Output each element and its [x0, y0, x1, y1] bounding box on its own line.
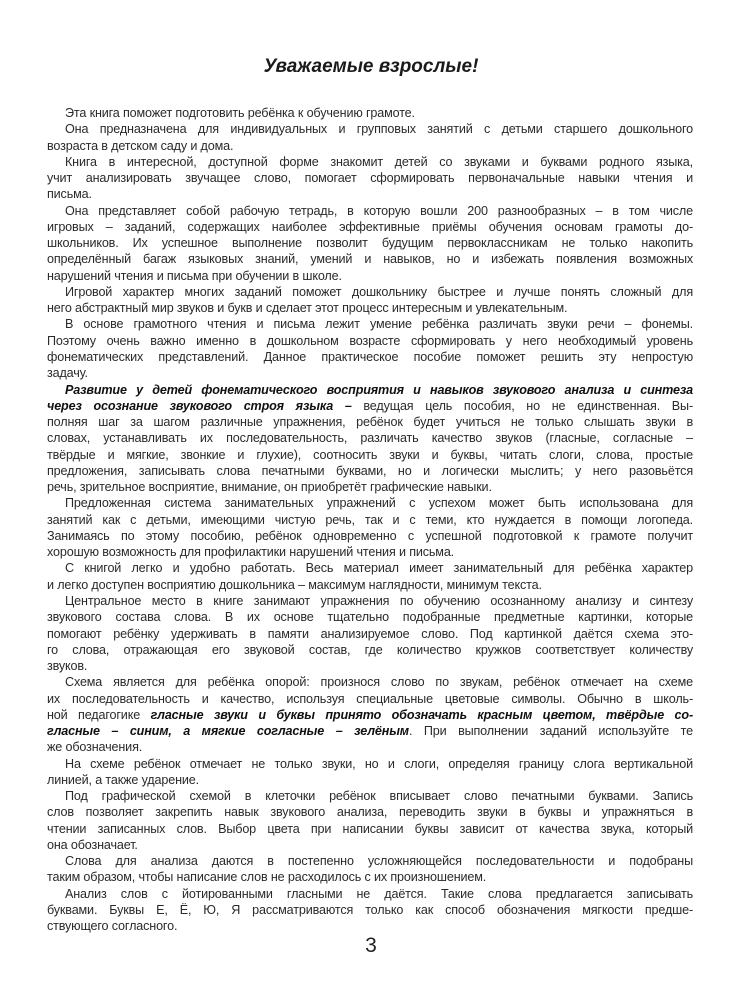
- text-line: [47, 626, 693, 642]
- text-segment: помогают ребёнку удерживать в памяти анализируемое слово. Под картинкой даётся схема это-: [47, 626, 693, 641]
- paragraph: [47, 756, 693, 789]
- text-line: [47, 333, 693, 349]
- text-segment: письма.: [47, 187, 92, 202]
- page-title: Уважаемые взрослые!: [263, 56, 479, 77]
- text-segment: ствующего согласного.: [47, 919, 178, 934]
- text-line: [47, 430, 693, 446]
- text-line: [47, 593, 693, 609]
- emphasized-text: гласные звуки и буквы принято обозначать красным цветом, твёрдые со-: [150, 707, 693, 722]
- text-segment: Книга в интересной, доступной форме знакомит детей со звуками и буквами родного языка,: [65, 154, 693, 169]
- text-segment: . При выполнении заданий используйте те: [408, 724, 693, 739]
- text-segment: полняя шаг за шагом различные упражнения, ребёнок будет учиться не только слышать звуки в: [47, 415, 693, 430]
- text-segment: возраста в детском саду и дома.: [47, 138, 234, 153]
- text-segment: таким образом, чтобы написание слов не расходилось с их произношением.: [47, 870, 487, 885]
- paragraph: [47, 105, 693, 121]
- text-line: [47, 284, 693, 300]
- text-segment: определённый багаж языковых знаний, умений и навыков, но и избежать появления возможных: [47, 252, 693, 267]
- text-line: [47, 105, 693, 121]
- text-segment: линией, а также ударение.: [47, 772, 199, 787]
- text-line: [47, 316, 693, 332]
- paragraph: [47, 284, 693, 317]
- text-line: [47, 186, 693, 202]
- paragraph: [47, 203, 693, 284]
- text-line: [47, 918, 693, 934]
- text-segment: Эта книга поможет подготовить ребёнка к обучению грамоте.: [65, 106, 415, 120]
- page-number: 3: [365, 934, 377, 957]
- text-line: [47, 609, 693, 625]
- text-segment: их последовательность и качество, используя специальные цветовые символы. Обычно в школь-: [47, 691, 693, 706]
- paragraph: [47, 382, 693, 496]
- text-line: [47, 479, 693, 495]
- text-segment: хорошую возможность для профилактики нарушений чтения и письма.: [47, 545, 455, 560]
- text-segment: словах, устанавливать их последовательность, различать качество звуков (гласные, согласные –: [47, 431, 693, 446]
- text-segment: фонематических представлений. Данное практическое пособие поможет решить эту непростую: [47, 349, 693, 364]
- text-segment: Под графической схемой в клеточки ребёнок вписывает слово печатными буквами. Запись: [65, 789, 693, 804]
- text-line: [47, 723, 693, 739]
- text-line: [47, 365, 693, 381]
- text-line: [47, 821, 693, 837]
- paragraph: [47, 593, 693, 674]
- text-line: [47, 560, 693, 576]
- text-segment: Занимаясь по этому пособию, ребёнок одновременно с успешной подготовкой к грамоте получит: [47, 528, 693, 543]
- text-line: [47, 739, 693, 755]
- text-line: [47, 170, 693, 186]
- text-segment: Она предназначена для индивидуальных и групповых занятий с детьми старшего дошкольного: [65, 122, 693, 137]
- text-segment: учит анализировать звучащее слово, помогает сформировать первоначальные навыки чтения и: [47, 171, 693, 186]
- text-segment: она обозначает.: [47, 837, 138, 852]
- paragraph: [47, 154, 693, 203]
- text-segment: речь, зрительное восприятие, внимание, он приобретёт графические навыки.: [47, 480, 492, 495]
- text-line: [47, 674, 693, 690]
- text-line: [47, 349, 693, 365]
- text-line: [47, 544, 693, 560]
- text-segment: занятий как с детьми, имеющими чистую речь, так и с теми, кто нуждается в помощи логопеда.: [47, 512, 693, 527]
- paragraph: [47, 495, 693, 560]
- text-line: [47, 804, 693, 820]
- body-text: [47, 105, 693, 935]
- text-line: [47, 154, 693, 170]
- text-line: [47, 642, 693, 658]
- text-segment: Поэтому очень важно именно в дошкольном возрасте сформировать у него необходимый уровень: [47, 333, 693, 348]
- text-line: [47, 219, 693, 235]
- paragraph: [47, 886, 693, 935]
- text-line: [47, 512, 693, 528]
- paragraph: [47, 121, 693, 154]
- emphasized-text: гласные – синим, а мягкие согласные – зелёным: [47, 724, 409, 739]
- text-line: [47, 707, 693, 723]
- text-line: [47, 691, 693, 707]
- text-line: [47, 235, 693, 251]
- text-line: [47, 658, 693, 674]
- text-line: [47, 902, 693, 918]
- text-line: [47, 772, 693, 788]
- text-line: [47, 121, 693, 137]
- text-segment: предложения, записывать слова печатными буквами, но и логически мыслить; у него разовьётся: [47, 463, 693, 478]
- text-segment: него абстрактный мир звуков и букв и сделает этот процесс интересным и увлекательным.: [47, 301, 568, 316]
- text-line: [47, 886, 693, 902]
- text-segment: нарушений чтения и письма при обучении в школе.: [47, 268, 342, 283]
- emphasized-text: через осознание звукового строя языка –: [47, 398, 352, 413]
- paragraph: [47, 316, 693, 381]
- text-line: [47, 300, 693, 316]
- text-segment: игровых – заданий, содержащих наиболее эффективные приёмы обучения основам грамоты до-: [47, 219, 693, 234]
- text-line: [47, 577, 693, 593]
- text-segment: Анализ слов с йотированными гласными не даётся. Такие слова предлагается записывать: [65, 886, 693, 901]
- text-segment: ной педагогике: [47, 707, 151, 722]
- text-line: [47, 447, 693, 463]
- text-segment: Схема является для ребёнка опорой: произнося слово по звукам, ребёнок отмечает на схеме: [65, 675, 693, 690]
- paragraph: [47, 788, 693, 853]
- paragraph: [47, 560, 693, 593]
- paragraph: [47, 853, 693, 886]
- text-line: [47, 463, 693, 479]
- text-segment: Игровой характер многих заданий поможет дошкольнику быстрее и лучше понять сложный для: [65, 284, 693, 299]
- text-line: [47, 414, 693, 430]
- text-segment: звуков.: [47, 659, 88, 674]
- text-segment: На схеме ребёнок отмечает не только звуки, но и слоги, определяя границу слога вертикальной: [65, 756, 693, 771]
- text-segment: и легко доступен восприятию дошкольника – максимум наглядности, минимум текста.: [47, 577, 542, 592]
- text-segment: Она представляет собой рабочую тетрадь, в которую вошли 200 разнообразных – в том числе: [65, 203, 693, 218]
- text-segment: школьников. Их успешное выполнение позволит будущим первоклассникам не только накопить: [47, 236, 693, 251]
- text-segment: слов позволяет закрепить навык звукового анализа, переводить звуки в буквы и упражняться в: [47, 805, 693, 820]
- text-segment: буквами. Буквы Е, Ё, Ю, Я рассматриваются только как способ обозначения мягкости предше-: [47, 903, 693, 918]
- text-segment: В основе грамотного чтения и письма лежит умение ребёнка различать звуки речи – фонемы.: [65, 317, 693, 332]
- text-segment: звукового состава слова. В их основе тщательно подобранные предметные картинки, которые: [47, 610, 693, 625]
- text-segment: же обозначения.: [47, 740, 143, 755]
- text-segment: го слова, отражающая его звуковой состав, где количество кружков соответствует количеству: [47, 642, 693, 657]
- text-line: [47, 837, 693, 853]
- text-segment: Предложенная система занимательных упражнений с успехом может быть использована для: [65, 496, 693, 511]
- text-segment: твёрдые и мягкие, звонкие и глухие), соотносить звуки и буквы, читать слоги, слова, простые: [47, 447, 693, 462]
- text-line: [47, 138, 693, 154]
- text-line: [47, 788, 693, 804]
- text-segment: задачу.: [47, 366, 88, 381]
- text-segment: С книгой легко и удобно работать. Весь материал имеет занимательный для ребёнка характер: [65, 561, 693, 576]
- text-segment: Центральное место в книге занимают упражнения по обучению осознанному анализу и синтезу: [65, 593, 693, 608]
- text-segment: ведущая цель пособия, но не единственная. Вы-: [351, 398, 693, 413]
- text-line: [47, 853, 693, 869]
- text-line: [47, 398, 693, 414]
- text-line: [47, 268, 693, 284]
- text-line: [47, 756, 693, 772]
- text-line: [47, 251, 693, 267]
- emphasized-text: Развитие у детей фонематического восприятия и навыков звукового анализа и синтеза: [65, 382, 693, 397]
- text-line: [47, 382, 693, 398]
- text-line: [47, 203, 693, 219]
- text-line: [47, 869, 693, 885]
- text-segment: чтении записанных слов. Выбор цвета при написании буквы зависит от качества звука, который: [47, 821, 693, 836]
- paragraph: [47, 674, 693, 755]
- text-line: [47, 495, 693, 511]
- text-segment: Слова для анализа даются в постепенно усложняющейся последовательности и подобраны: [65, 854, 693, 869]
- text-line: [47, 528, 693, 544]
